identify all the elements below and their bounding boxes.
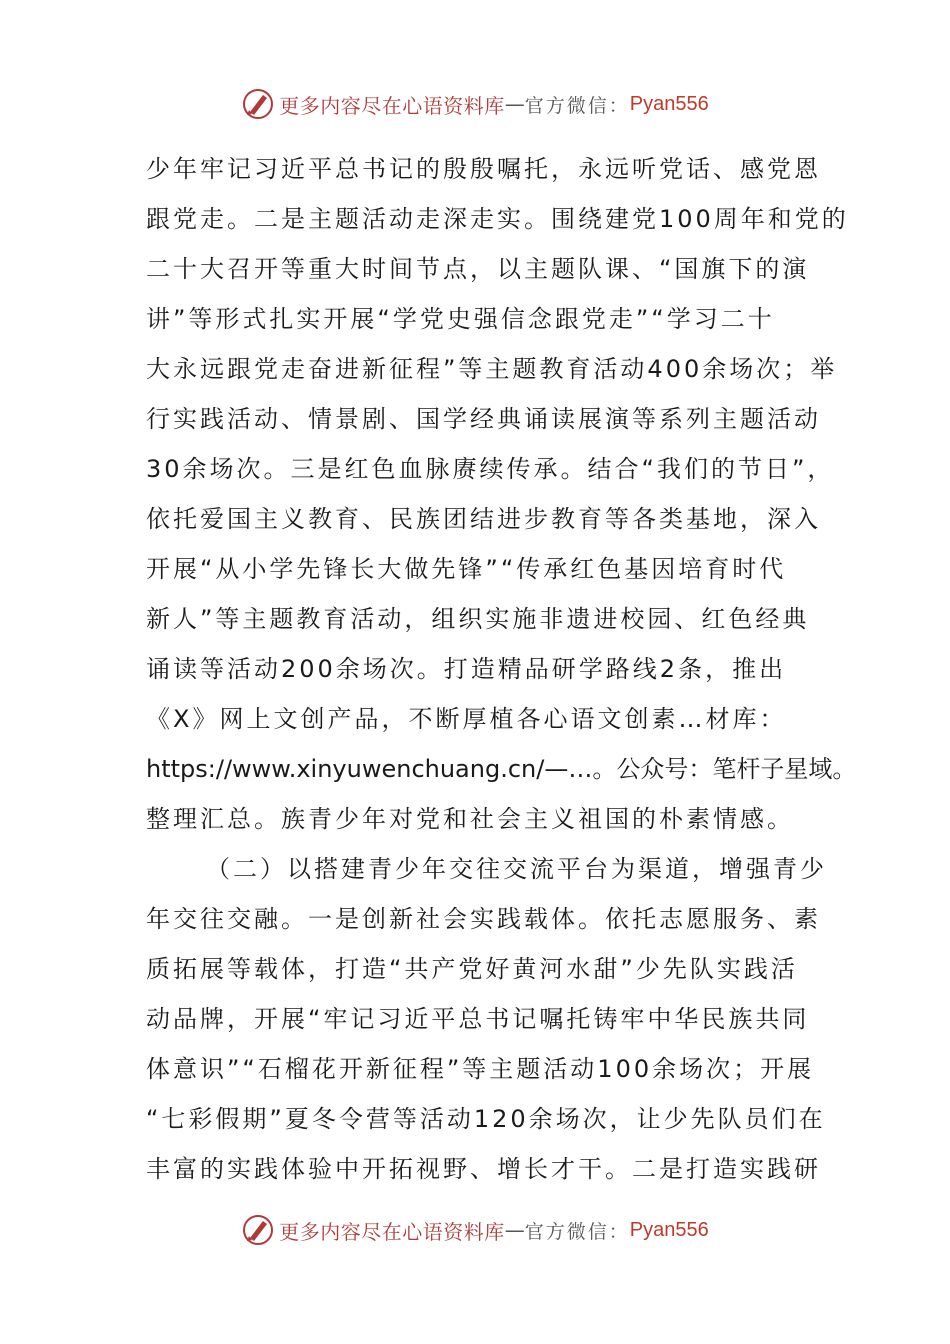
text-line: 整理汇总。族青少年对党和社会主义祖国的朴素情感。: [146, 805, 794, 833]
text-line: 二十大召开等重大时间节点，以主题队课、“国旗下的演: [146, 255, 810, 283]
text-line: “七彩假期”夏冬令营等活动120余场次，让少先队员们在: [146, 1105, 826, 1133]
pen-seal-icon: [241, 1213, 275, 1247]
text-line: 诵读等活动200余场次。打造精品研学路线2条，推出: [146, 655, 787, 683]
watermark-wechat-id: Pyan556: [629, 92, 709, 115]
document-body: [146, 144, 857, 1194]
text-line: 依托爱国主义教育、民族团结进步教育等各类基地，深入: [146, 505, 821, 533]
text-line: 丰富的实践体验中开拓视野、增长才干。二是打造实践研: [146, 1155, 821, 1183]
text-line: 体意识”“石榴花开新征程”等主题活动100余场次；开展: [146, 1055, 815, 1083]
text-line: 年交往交融。一是创新社会实践载体。依托志愿服务、素: [146, 905, 821, 933]
footer-watermark: [0, 1210, 950, 1250]
text-line: 动品牌，开展“牢记习近平总书记嘱托铸牢中华民族共同: [146, 1005, 810, 1033]
watermark-separator: —: [504, 92, 525, 116]
watermark-separator: —: [504, 1218, 525, 1242]
section-heading-line: （二）以搭建青少年交往交流平台为渠道，增强青少: [206, 855, 827, 883]
pen-seal-icon: [241, 87, 275, 121]
text-line: 大永远跟党走奋进新征程”等主题教育活动400余场次；举: [146, 355, 838, 383]
text-line: 行实践活动、情景剧、国学经典诵读展演等系列主题活动: [146, 405, 821, 433]
watermark-wechat-id: Pyan556: [629, 1218, 709, 1241]
watermark-text: 更多内容尽在心语资料库: [279, 93, 505, 118]
text-line: 开展“从小学先锋长大做先锋”“传承红色基因培育时代: [146, 555, 787, 583]
header-watermark: [0, 84, 950, 124]
watermark-text: 更多内容尽在心语资料库: [279, 1219, 505, 1244]
watermark-wechat-label: 官方微信：: [524, 94, 630, 117]
watermark-wechat-label: 官方微信：: [524, 1220, 630, 1243]
url-line: https://www.xinyuwenchuang.cn/—…。公众号：笔杆子星域。: [146, 755, 857, 783]
text-line: 跟党走。二是主题活动走深走实。围绕建党100周年和党的: [146, 205, 849, 233]
text-line: 30余场次。三是红色血脉赓续传承。结合“我们的节日”，: [146, 455, 835, 483]
text-line: 少年牢记习近平总书记的殷殷嘱托，永远听党话、感党恩: [146, 155, 821, 183]
text-line: 《X》网上文创产品，不断厚植各心语文创素…材库：: [146, 705, 787, 733]
text-line: 讲”等形式扎实开展“学党史强信念跟党走”“学习二十: [146, 305, 775, 333]
text-line: 新人”等主题教育活动，组织实施非遗进校园、红色经典: [146, 605, 810, 633]
text-line: 质拓展等载体，打造“共产党好黄河水甜”少先队实践活: [146, 955, 798, 983]
